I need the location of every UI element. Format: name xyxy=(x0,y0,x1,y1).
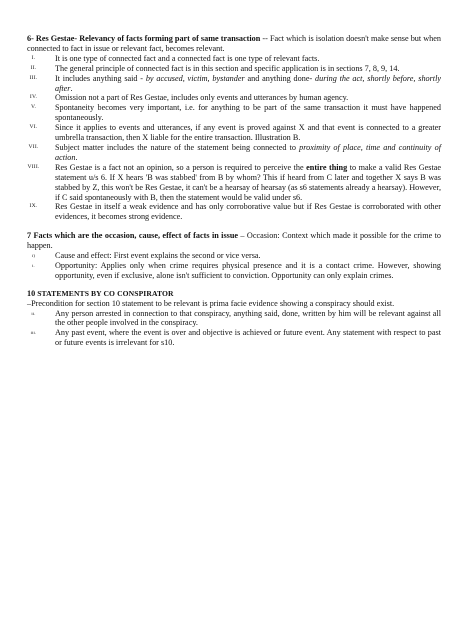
list-item-strong: entire thing xyxy=(306,162,348,172)
list-item-text: Since it applies to events and utterances, if any event is proved against X and that event is connected to a greater umbrella transaction, then X liable for the entire transaction. Illustration B. xyxy=(55,123,441,143)
list-item-number: I. xyxy=(31,54,36,61)
list-item-number: V. xyxy=(30,104,37,111)
section-6-list xyxy=(27,54,441,222)
list-item-text: Subject matter includes the nature of the statement being connected to xyxy=(55,142,300,152)
list-item xyxy=(27,143,441,163)
list-item-number: VIII. xyxy=(27,163,40,170)
list-item-number: i. xyxy=(32,262,35,268)
list-item-emphasis: by accused, victim, bystander xyxy=(145,73,245,83)
section-7-title: 7 Facts which are the occasion, cause, effect of facts in issue xyxy=(27,231,239,241)
list-item xyxy=(27,64,441,74)
list-item-text: . xyxy=(75,152,78,162)
section-10-number: 10 xyxy=(27,288,36,298)
list-item xyxy=(27,74,441,94)
list-item-number: i) xyxy=(31,253,36,259)
section-6-paragraph xyxy=(27,34,441,54)
list-item-number: VI. xyxy=(29,124,38,131)
list-item-text: Cause and effect: First event explains the second or vice versa. xyxy=(55,251,261,261)
list-item-text: Opportunity: Applies only when crime requires physical presence and it is a contact crime. However, showing opportunity, even if exclusive, alone isn't sufficient to conviction. Opportunity can only explain crimes. xyxy=(55,260,441,280)
list-item xyxy=(27,93,441,103)
section-10-title: STATEMENTS BY CO CONSPIRATOR xyxy=(37,288,174,298)
list-item xyxy=(27,103,441,123)
list-item-text: Any person arrested in connection to that conspiracy, anything said, done, written by him will be relevant against all the other people involved in the conspiracy. xyxy=(55,308,441,328)
section-10-intro: –Precondition for section 10 statement to be relevant is prima facie evidence showing a conspiracy should exist. xyxy=(27,298,395,308)
list-item-text: . xyxy=(70,83,73,93)
list-item-text: It includes anything said - xyxy=(55,73,146,83)
section-6-title: 6- Res Gestae- Relevancy of facts forming part of same transaction xyxy=(27,34,261,43)
list-item-number: III. xyxy=(29,74,38,81)
list-item xyxy=(27,163,441,203)
section-10-list xyxy=(27,309,441,349)
list-item xyxy=(27,202,441,222)
list-item-emphasis: during the act, shortly before, shortly after xyxy=(55,73,441,93)
list-item xyxy=(27,328,441,348)
list-item-text: and anything done- xyxy=(244,73,315,83)
list-item-number: IV. xyxy=(29,94,38,101)
list-item-number: VII. xyxy=(28,143,39,150)
list-item-text: Any past event, where the event is over and objective is achieved or future event. Any statement with respect to past or future events is irrelevant for s10. xyxy=(55,328,441,348)
list-item-text: Omission not a part of Res Gestae, includes only events and utterances by human agency. xyxy=(55,93,349,103)
list-item-text: Res Gestae is a fact not an opinion, so a person is required to perceive the xyxy=(55,162,307,172)
section-7-intro: – Occasion: Context which made it possible for the crime to happen. xyxy=(27,231,441,251)
list-item-number: iii. xyxy=(30,330,37,336)
list-item-emphasis: proximity of place, time and continuity of action xyxy=(55,142,441,162)
list-item-number: ii. xyxy=(31,310,36,316)
document-page xyxy=(27,34,441,348)
list-item xyxy=(27,251,441,261)
list-item-text: It is one type of connected fact and a connected fact is one type of relevant facts. xyxy=(55,53,320,63)
list-item-number: IX. xyxy=(29,203,38,210)
list-item xyxy=(27,261,441,281)
list-item-text: Res Gestae in itself a weak evidence and has only corroborative value but if Res Gestae is corroborated with other evidences, it becomes strong evidence. xyxy=(55,202,441,222)
list-item xyxy=(27,309,441,329)
section-7-list xyxy=(27,251,441,281)
section-10-heading xyxy=(27,289,441,299)
list-item-text: Spontaneity becomes very important, i.e. for anything to be part of the same transaction it must have happened spontaneously. xyxy=(55,103,441,123)
list-item-text: The general principle of connected fact is in this section and specific application is in sections 7, 8, 9, 14. xyxy=(55,63,400,73)
section-6-intro: -- Fact which is isolation doesn't make sense but when connected to fact in issue or relevant fact, becomes relevant. xyxy=(27,34,441,53)
list-item xyxy=(27,123,441,143)
list-item-number: II. xyxy=(30,64,37,71)
section-7-paragraph xyxy=(27,231,441,251)
list-item-text: to make a valid Res Gestae statement u/s 6. If X hears 'B was stabbed' from B by whom? This if heard from C later and together X says B was stabbed by Z, this won't be Res Gestae, it can't be a hearsay of hearsay (as s6 statements already a hearsay). However, if C said spontaneously with B, then the statement would be valid under s6. xyxy=(55,162,441,202)
list-item xyxy=(27,54,441,64)
